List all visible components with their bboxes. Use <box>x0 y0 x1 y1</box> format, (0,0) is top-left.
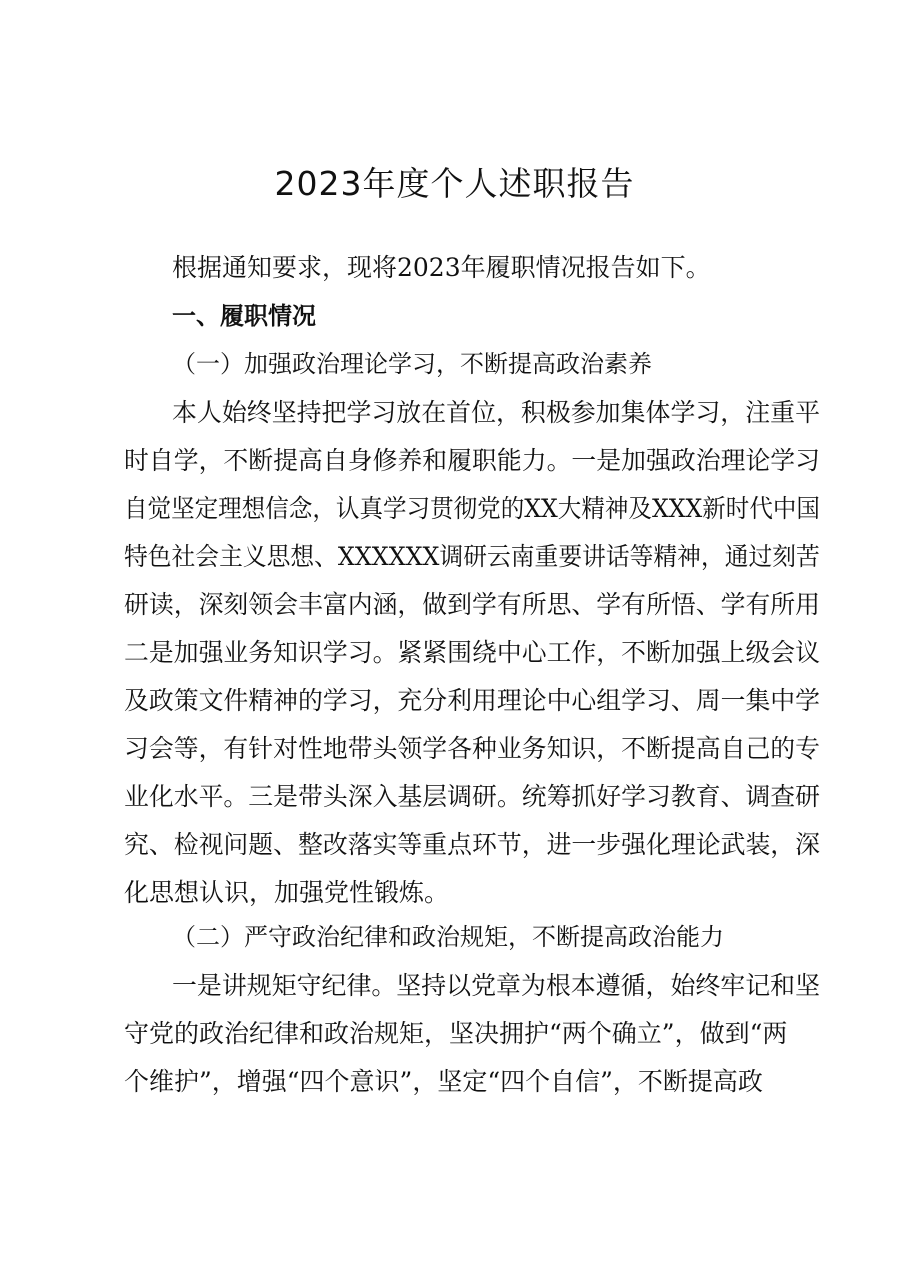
paragraph-1-line: 二是加强业务知识学习。紧紧围绕中心工作，不断加强上级会议 <box>124 638 821 667</box>
paragraph-1-line: 究、检视问题、整改落实等重点环节，进一步强化理论武装，深 <box>124 830 821 859</box>
paragraph-1-line: 习会等，有针对性地带头领学各种业务知识，不断提高自己的专 <box>124 734 821 763</box>
document-title: 2023年度个人述职报告 <box>274 164 635 203</box>
intro-paragraph: 根据通知要求，现将2023年履职情况报告如下。 <box>172 253 711 282</box>
subsection-heading-2: （二）严守政治纪律和政治规矩，不断提高政治能力 <box>172 923 724 951</box>
paragraph-2-line: 个维护”，增强“四个意识”，坚定“四个自信”，不断提高政 <box>124 1067 763 1096</box>
paragraph-2-line: 守党的政治纪律和政治规矩，坚决拥护“两个确立”，做到“两 <box>124 1019 788 1048</box>
paragraph-1-line: 研读，深刻领会丰富内涵，做到学有所思、学有所悟、学有所用 <box>124 590 821 619</box>
paragraph-1-line: 业化水平。三是带头深入基层调研。统筹抓好学习教育、调查研 <box>124 782 821 811</box>
paragraph-1-line: 特色社会主义思想、XXXXXX调研云南重要讲话等精神，通过刻苦 <box>124 542 820 571</box>
subsection-heading-1: （一）加强政治理论学习，不断提高政治素养 <box>172 350 652 378</box>
paragraph-1-line: 本人始终坚持把学习放在首位，积极参加集体学习，注重平 <box>172 398 821 427</box>
paragraph-2-line: 一是讲规矩守纪律。坚持以党章为根本遵循，始终牢记和坚 <box>172 971 821 1000</box>
section-heading-1: 一、履职情况 <box>172 302 316 330</box>
paragraph-1-line: 化思想认识，加强党性锻炼。 <box>124 878 450 907</box>
paragraph-1-line: 自觉坚定理想信念，认真学习贯彻党的XX大精神及XXX新时代中国 <box>124 494 820 523</box>
paragraph-1-line: 时自学，不断提高自身修养和履职能力。一是加强政治理论学习 <box>124 446 821 475</box>
paragraph-1-line: 及政策文件精神的学习，充分利用理论中心组学习、周一集中学 <box>124 686 821 715</box>
